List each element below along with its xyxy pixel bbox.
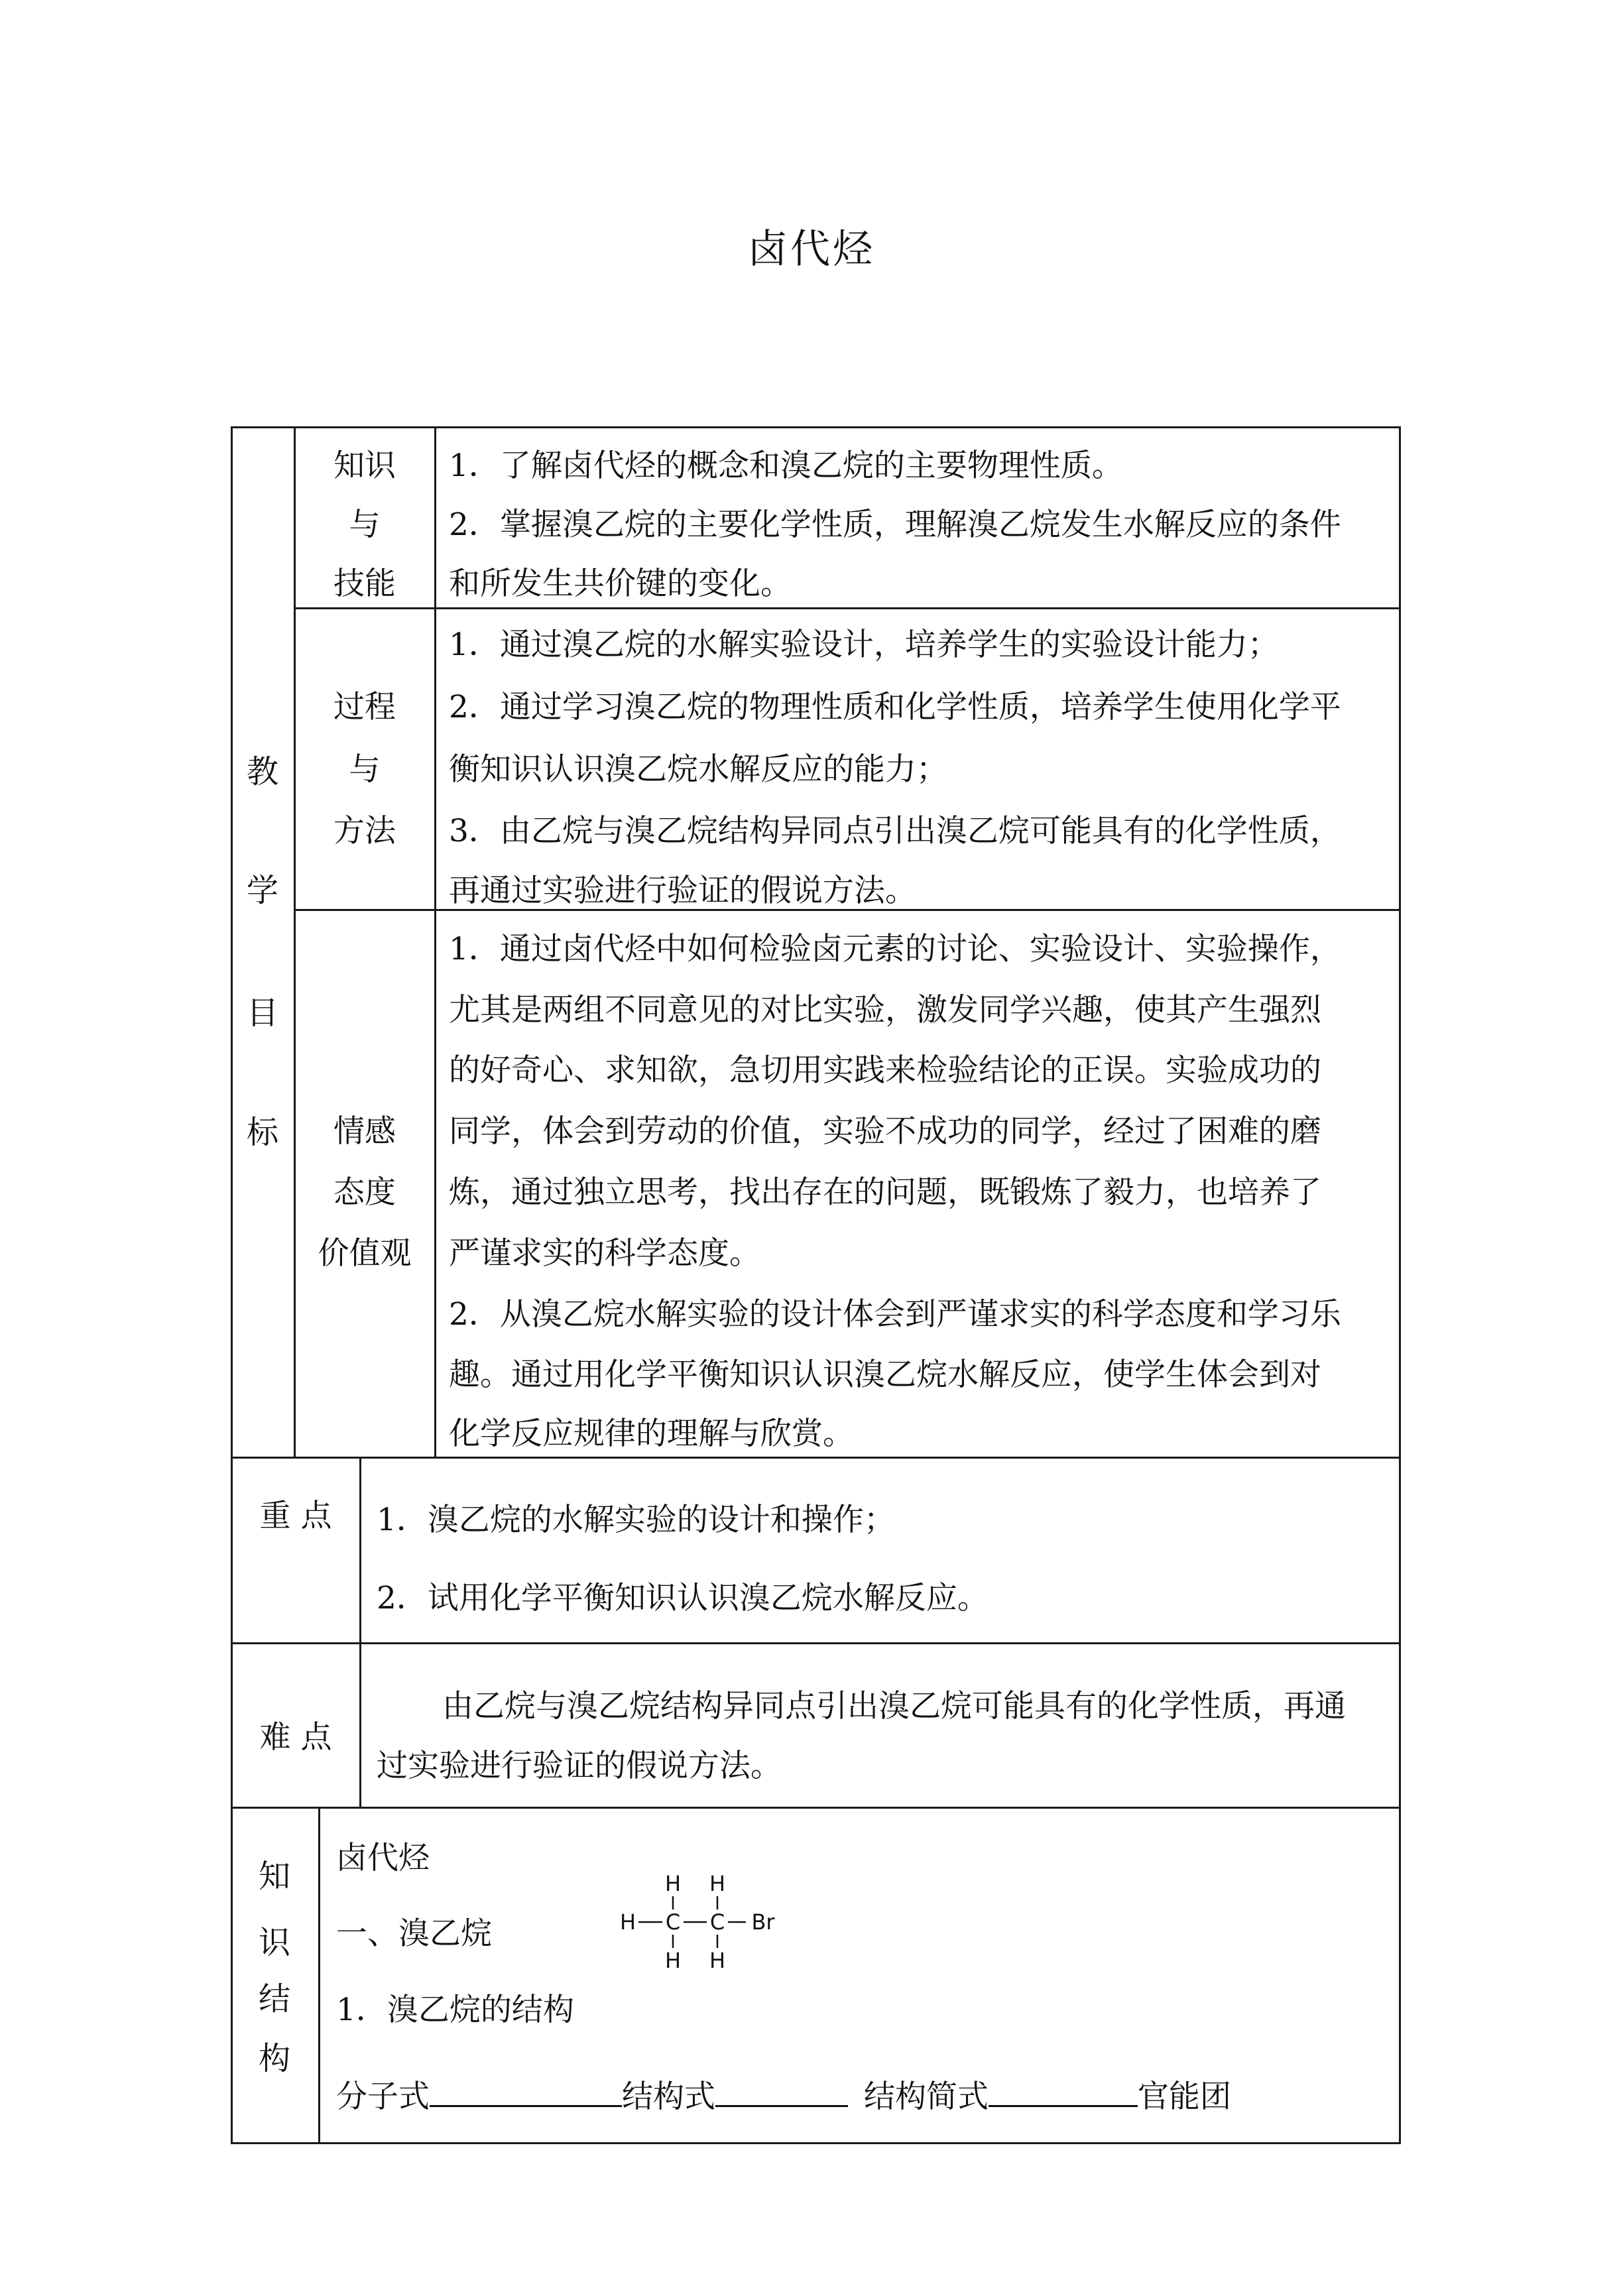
- bromoethane-structure: [613, 1868, 792, 1974]
- category-line: 知识: [333, 448, 396, 484]
- molecular-formula-label: 分子式: [336, 2079, 430, 2115]
- content-line: 衡知识认识溴乙烷水解反应的能力；: [449, 751, 947, 788]
- formula-atom: C: [709, 1909, 725, 1935]
- content-line: 严谨求实的科学态度。: [449, 1235, 760, 1272]
- key-point-line: 1．溴乙烷的水解实验的设计和操作；: [377, 1502, 895, 1538]
- content-line: 2．从溴乙烷水解实验的设计体会到严谨求实的科学态度和学习乐: [449, 1296, 1341, 1333]
- formula-atom: H: [709, 1871, 726, 1896]
- category-line: 与: [349, 751, 381, 788]
- content-line: 1．通过卤代烃中如何检验卤元素的讨论、实验设计、实验操作，: [449, 931, 1341, 967]
- category-line: 态度: [333, 1174, 396, 1211]
- functional-group-label: 官能团: [1138, 2079, 1231, 2115]
- content-line: 趣。通过用化学平衡知识认识溴乙烷水解反应，使学生体会到对: [449, 1357, 1321, 1393]
- formula-atom: H: [664, 1871, 682, 1896]
- difficult-points-label: 难 点: [259, 1719, 332, 1756]
- structural-formula-label: 结构式: [622, 2079, 715, 2115]
- category-line: 价值观: [318, 1235, 412, 1272]
- objectives-label-char: 目: [246, 995, 278, 1032]
- key-points-label: 重 点: [259, 1498, 332, 1534]
- key-point-line: 2．试用化学平衡知识认识溴乙烷水解反应。: [377, 1580, 989, 1616]
- difficult-point-line: 由乙烷与溴乙烷结构异同点引出溴乙烷可能具有的化学性质，再通: [442, 1688, 1346, 1724]
- category-line: 技能: [333, 566, 396, 602]
- content-line: 1．通过溴乙烷的水解实验设计，培养学生的实验设计能力；: [449, 627, 1279, 663]
- category-line: 情感: [333, 1113, 396, 1150]
- difficult-point-line: 过实验进行验证的假说方法。: [377, 1748, 782, 1784]
- formula-atom: H: [709, 1948, 726, 1973]
- content-line: 再通过实验进行验证的假说方法。: [449, 873, 916, 909]
- content-line: 同学，体会到劳动的价值，实验不成功的同学，经过了困难的磨: [449, 1113, 1321, 1150]
- content-line: 2．通过学习溴乙烷的物理性质和化学性质，培养学生使用化学平: [449, 689, 1341, 725]
- formula-fields-line: [336, 2066, 1231, 2128]
- knowledge-subheading: 一、溴乙烷: [336, 1915, 492, 1952]
- content-line: 化学反应规律的理解与欣赏。: [449, 1416, 854, 1452]
- content-line: 3．由乙烷与溴乙烷结构异同点引出溴乙烷可能具有的化学性质，: [449, 813, 1341, 849]
- content-line: 的好奇心、求知欲，急切用实践来检验结论的正误。实验成功的: [449, 1052, 1321, 1089]
- knowledge-heading: 卤代烃: [336, 1840, 430, 1876]
- formula-atom: Br: [751, 1909, 775, 1935]
- content-line: 炼，通过独立思考，找出存在的问题，既锻炼了毅力，也培养了: [449, 1174, 1321, 1211]
- formula-atom: C: [665, 1909, 681, 1935]
- molecular-formula-blank[interactable]: [430, 2068, 622, 2107]
- content-line: 1．了解卤代烃的概念和溴乙烷的主要物理性质。: [449, 448, 1123, 484]
- objectives-label-char: 教: [246, 753, 278, 790]
- knowledge-label-char: 识: [258, 1924, 290, 1961]
- category-line: 与: [349, 507, 381, 543]
- formula-atom: H: [619, 1909, 636, 1935]
- category-line: 过程: [333, 689, 396, 725]
- objectives-label-char: 学: [246, 872, 278, 909]
- page-title: 卤代烃: [748, 226, 875, 272]
- knowledge-label-char: 结: [258, 1980, 290, 2018]
- structural-formula-blank[interactable]: [715, 2068, 848, 2107]
- formula-atom: H: [664, 1948, 682, 1973]
- category-line: 方法: [333, 813, 396, 849]
- knowledge-item: 1．溴乙烷的结构: [336, 1992, 574, 2028]
- content-line: 和所发生共价键的变化。: [449, 566, 792, 602]
- knowledge-label-char: 构: [258, 2040, 290, 2077]
- content-line: 2．掌握溴乙烷的主要化学性质，理解溴乙烷发生水解反应的条件: [449, 507, 1341, 543]
- simplified-formula-label: 结构简式: [864, 2079, 989, 2115]
- objectives-label-char: 标: [246, 1114, 278, 1151]
- simplified-formula-blank[interactable]: [989, 2068, 1138, 2107]
- content-line: 尤其是两组不同意见的对比实验，激发同学兴趣，使其产生强烈: [449, 992, 1321, 1028]
- knowledge-label-char: 知: [258, 1858, 290, 1895]
